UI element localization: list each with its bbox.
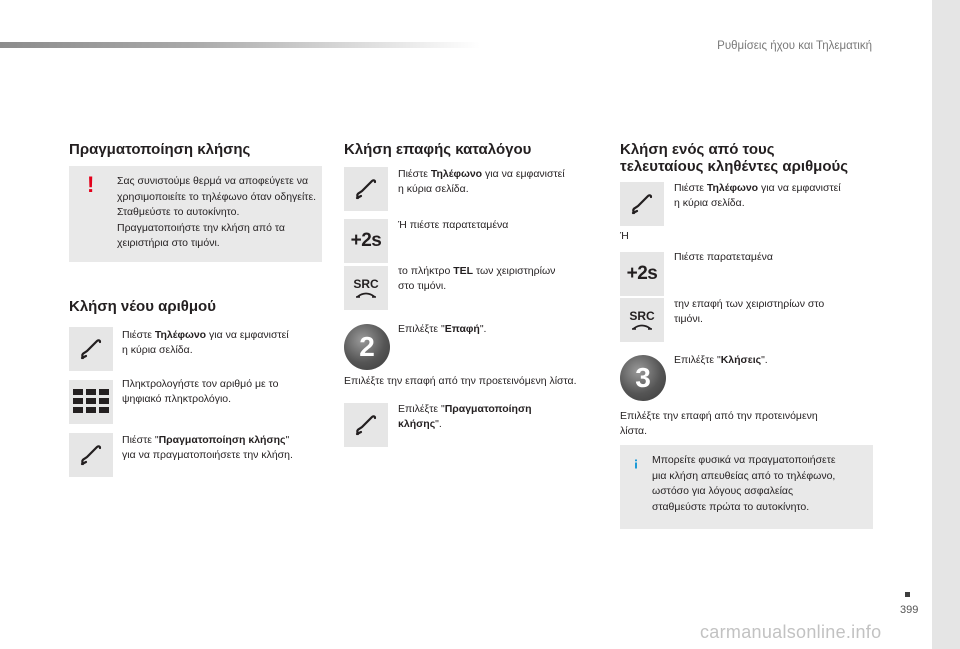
recent-calls-title: Κλήση ενός από τους τελευταίους κληθέντες αριθμούς: [620, 141, 849, 175]
make-call-button[interactable]: [69, 433, 113, 477]
long-press-icon: +2s: [626, 263, 658, 284]
keypad-button[interactable]: [69, 380, 113, 424]
long-press-icon: +2s: [350, 230, 382, 251]
info-icon: [634, 455, 638, 473]
call-contact-title: Κλήση επαφής καταλόγου: [344, 141, 532, 158]
step-select-from-list-text: Επιλέξτε την επαφή από την προτεινόμενη λίστα.: [620, 410, 818, 437]
watermark: carmanualsonline.info: [700, 622, 882, 642]
info-note: [620, 445, 873, 529]
step-phone-text: Πιέστε Τηλέφωνο για να εμφανιστεί η κύρια σελίδα.: [674, 182, 841, 209]
phone-icon: [353, 412, 379, 438]
step-contact-controls-text: την επαφή των χειριστηρίων στο τιμόνι.: [674, 298, 825, 325]
header-gradient-bar: [0, 42, 480, 48]
side-strip: [932, 0, 960, 649]
phone-button[interactable]: [344, 167, 388, 211]
src-tel-icon: SRC: [629, 309, 654, 331]
phone-icon: [353, 176, 379, 202]
new-number-title: Κλήση νέου αριθμού: [69, 298, 216, 315]
step-number-2: 2: [344, 324, 390, 370]
step-select-contact-text: Επιλέξτε "Επαφή".: [398, 323, 487, 335]
step-tel-text: το πλήκτρο TEL των χειριστηρίων στο τιμόνι.: [398, 265, 556, 292]
warning-note: [69, 166, 322, 262]
warning-icon: !: [87, 172, 95, 197]
src-tel-icon: SRC: [353, 277, 378, 299]
page-marker: [905, 592, 910, 597]
phone-button[interactable]: [620, 182, 664, 226]
step-make-call-text: Πιέστε "Πραγματοποίηση κλήσης" για να πραγματοποιήσετε την κλήση.: [122, 434, 293, 461]
phone-icon: [78, 442, 104, 468]
phone-icon: [78, 336, 104, 362]
warning-text: Σας συνιστούμε θερμά να αποφεύγετε να χρησιμοποιείτε το τηλέφωνο όταν οδηγείτε. Σταθμεύστε το αυτοκίνητο. Πραγματοποιήστε την κλήση από τα χειριστήρια στο τιμόνι.: [117, 175, 317, 249]
phone-icon: [629, 191, 655, 217]
phone-button[interactable]: [69, 327, 113, 371]
step-phone-text: Πιέστε Τηλέφωνο για να εμφανιστεί η κύρια σελίδα.: [398, 168, 565, 195]
step-select-calls-text: Επιλέξτε "Κλήσεις".: [674, 354, 768, 366]
make-call-title: Πραγματοποίηση κλήσης: [69, 141, 251, 158]
long-press-button[interactable]: [620, 252, 664, 296]
section-title: Ρυθμίσεις ήχου και Τηλεματική: [717, 40, 872, 52]
step-make-call-text: Επιλέξτε "Πραγματοποίηση κλήσης".: [398, 403, 532, 430]
page-number: 399: [900, 604, 919, 616]
step-long-press-text: Ή πιέστε παρατεταμένα: [398, 219, 509, 231]
step-long-press-text: Πιέστε παρατεταμένα: [674, 251, 773, 263]
info-text: Μπορείτε φυσικά να πραγματοποιήσετε μια κλήση απευθείας από το τηλέφωνο, ωστόσο για λόγους ασφαλείας σταθμεύστε πρώτα το αυτοκίνητο.: [652, 454, 836, 513]
or-text: Ή: [620, 230, 629, 242]
keypad-icon: [72, 387, 110, 417]
src-button[interactable]: [620, 298, 664, 342]
step-phone-text: Πιέστε Τηλέφωνο για να εμφανιστεί η κύρια σελίδα.: [122, 329, 289, 356]
step-number-3: 3: [620, 355, 666, 401]
step-select-from-list-text: Επιλέξτε την επαφή από την προετεινόμενη λίστα.: [344, 375, 577, 387]
step-keypad-text: Πληκτρολογήστε τον αριθμό με το ψηφιακό πληκτρολόγιο.: [122, 378, 279, 405]
make-call-button[interactable]: [344, 403, 388, 447]
src-button[interactable]: [344, 266, 388, 310]
long-press-button[interactable]: [344, 219, 388, 263]
